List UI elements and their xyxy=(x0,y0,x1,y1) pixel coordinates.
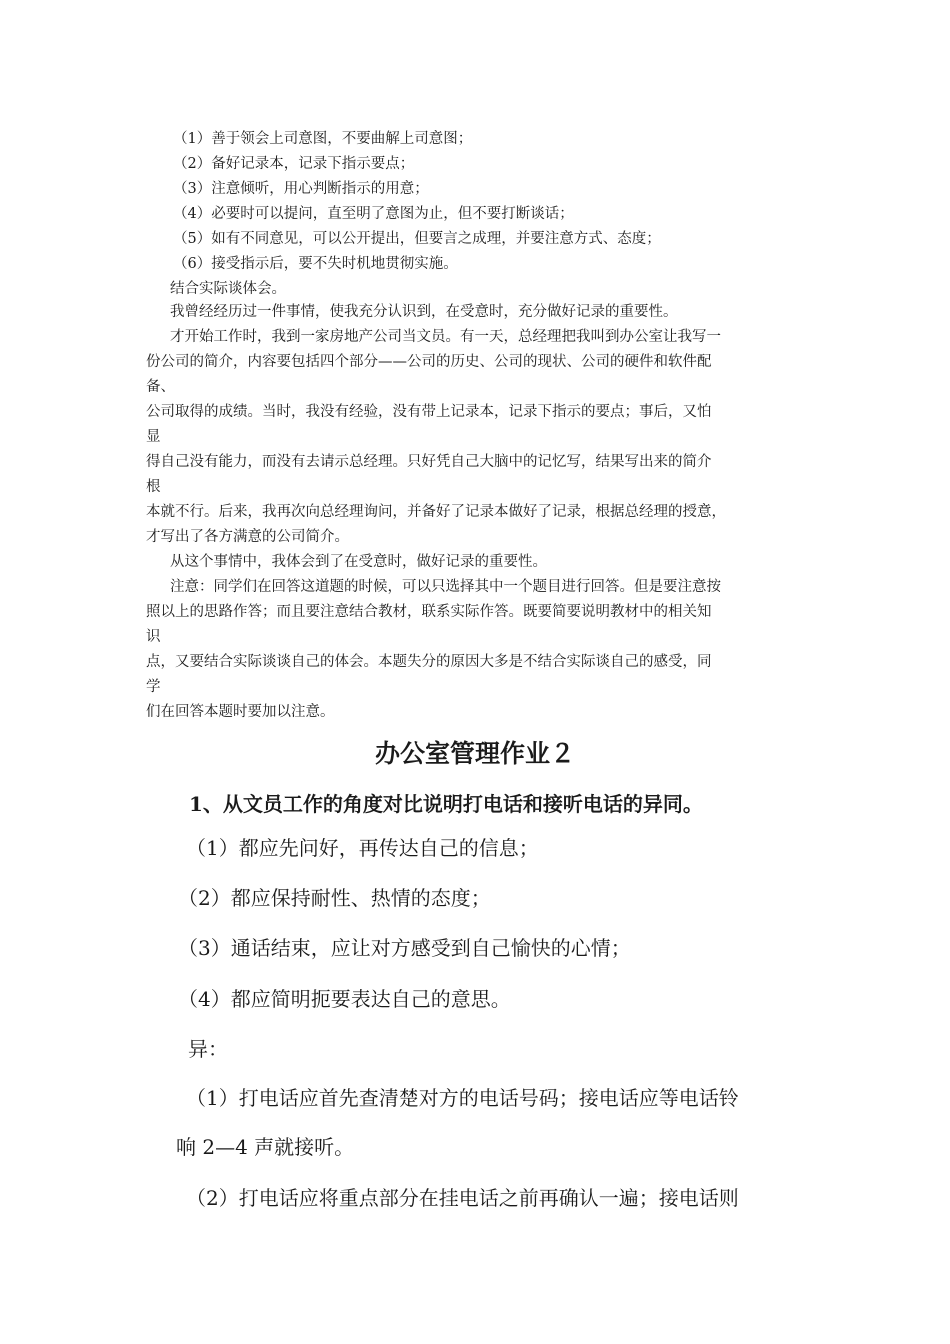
list-item: （3）通话结束，应让对方感受到自己愉快的心情； xyxy=(178,936,631,960)
paragraph-line: 根 xyxy=(146,479,161,495)
paragraph-line: 份公司的简介，内容要包括四个部分——公司的历史、公司的现状、公司的硬件和软件配 xyxy=(146,354,712,370)
paragraph-line: 们在回答本题时要加以注意。 xyxy=(146,704,335,720)
paragraph-line: 得自己没有能力，而没有去请示总经理。只好凭自己大脑中的记忆写，结果写出来的简介 xyxy=(146,454,712,470)
list-item: （1）打电话应首先查清楚对方的电话号码；接电话应等电话铃 xyxy=(186,1086,739,1110)
paragraph-line: 才写出了各方满意的公司简介。 xyxy=(146,529,349,545)
paragraph-line: 响 2—4 声就接听。 xyxy=(176,1135,355,1159)
subheading-difference: 异： xyxy=(188,1037,228,1061)
list-item: （2）打电话应将重点部分在挂电话之前再确认一遍；接电话则 xyxy=(186,1186,739,1210)
list-item: （3）注意倾听，用心判断指示的用意； xyxy=(173,181,429,197)
paragraph-line: 学 xyxy=(146,679,161,695)
paragraph-line: 点，又要结合实际谈谈自己的体会。本题失分的原因大多是不结合实际谈自己的感受，同 xyxy=(146,654,712,670)
list-item: （4）都应简明扼要表达自己的意思。 xyxy=(178,987,511,1011)
paragraph-line: 识 xyxy=(146,629,161,645)
question-heading: 1、从文员工作的角度对比说明打电话和接听电话的异同。 xyxy=(189,792,703,816)
paragraph-line: 结合实际谈体会。 xyxy=(170,281,286,297)
paragraph-line: 公司取得的成绩。当时，我没有经验，没有带上记录本，记录下指示的要点；事后，又怕 xyxy=(146,404,712,420)
paragraph-line: 显 xyxy=(146,429,161,445)
paragraph-line: 才开始工作时，我到一家房地产公司当文员。有一天，总经理把我叫到办公室让我写一 xyxy=(170,329,721,345)
list-item: （1）善于领会上司意图，不要曲解上司意图； xyxy=(173,131,473,147)
list-item: （2）都应保持耐性、热情的态度； xyxy=(178,886,491,910)
list-item: （6）接受指示后，要不失时机地贯彻实施。 xyxy=(173,256,458,272)
list-item: （4）必要时可以提问，直至明了意图为止，但不要打断谈话； xyxy=(173,206,574,222)
paragraph-line: 从这个事情中，我体会到了在受意时，做好记录的重要性。 xyxy=(170,554,547,570)
paragraph-line: 本就不行。后来，我再次向总经理询问，并备好了记录本做好了记录，根据总经理的授意， xyxy=(146,504,726,520)
list-item: （2）备好记录本，记录下指示要点； xyxy=(173,156,415,172)
paragraph-line: 我曾经经历过一件事情，使我充分认识到，在受意时，充分做好记录的重要性。 xyxy=(170,304,678,320)
paragraph-line: 照以上的思路作答；而且要注意结合教材，联系实际作答。既要简要说明教材中的相关知 xyxy=(146,604,712,620)
paragraph-line: 备、 xyxy=(146,379,175,395)
list-item: （5）如有不同意见，可以公开提出，但要言之成理，并要注意方式、态度； xyxy=(173,231,661,247)
page-title: 办公室管理作业２ xyxy=(374,739,575,768)
paragraph-line: 注意：同学们在回答这道题的时候，可以只选择其中一个题目进行回答。但是要注意按 xyxy=(170,579,721,595)
list-item: （1）都应先问好，再传达自己的信息； xyxy=(186,836,539,860)
